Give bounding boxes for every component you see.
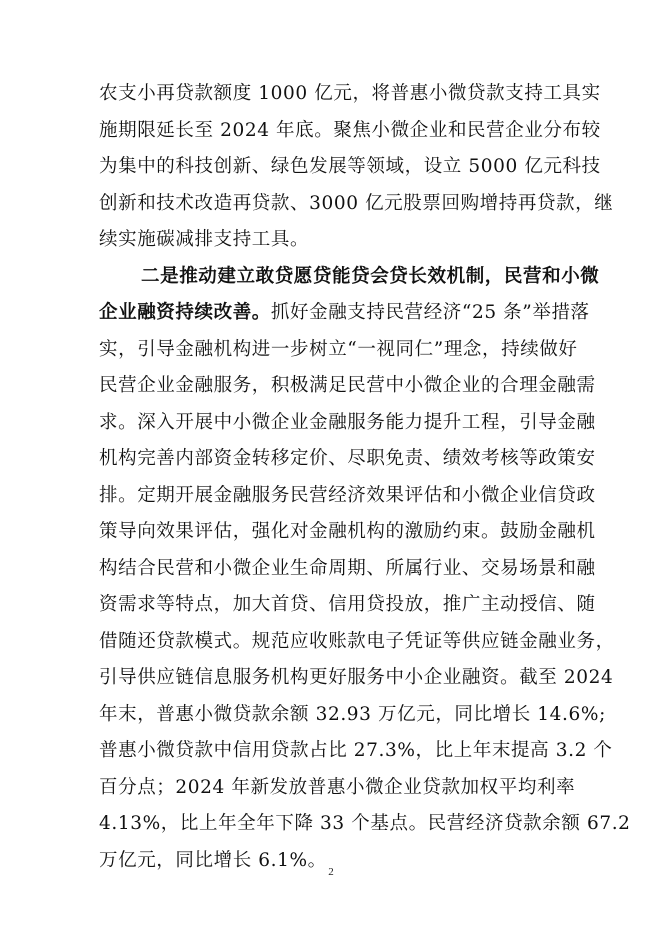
body-text-line: 年末，普惠小微贷款余额 32.93 万亿元，同比增长 14.6%;: [99, 704, 606, 725]
body-text-line: 普惠小微贷款中信用贷款占比 27.3%，比上年末提高 3.2 个: [99, 740, 613, 761]
body-text-line: 农支小再贷款额度 1000 亿元，将普惠小微贷款支持工具实: [99, 83, 601, 104]
body-text-line: 施期限延长至 2024 年底。聚焦小微企业和民营企业分布较: [99, 120, 601, 141]
body-text-line: 万亿元，同比增长 6.1%。: [99, 850, 327, 871]
body-text-line: 排。定期开展金融服务民营经济效果评估和小微企业信贷政: [99, 485, 596, 506]
body-text-line: 策导向效果评估，强化对金融机构的激励约束。鼓励金融机: [99, 521, 596, 542]
body-text-line: 实，引导金融机构进一步树立“一视同仁”理念，持续做好: [99, 339, 578, 360]
body-text-line: 机构完善内部资金转移定价、尽职免责、绩效考核等政策安: [99, 448, 596, 469]
section-heading: 二是推动建立敢贷愿贷能贷会贷长效机制，民营和小微: [141, 266, 600, 287]
body-text-line: 百分点；2024 年新发放普惠小微企业贷款加权平均利率: [99, 777, 576, 798]
body-text-line: 创新和技术改造再贷款、3000 亿元股票回购增持再贷款，继: [99, 193, 614, 214]
body-text-line: 借随还贷款模式。规范应收账款电子凭证等供应链金融业务，: [99, 631, 615, 652]
body-text-line: 引导供应链信息服务机构更好服务中小企业融资。截至 2024: [99, 667, 614, 688]
body-text-line: 4.13%，比上年全年下降 33 个基点。民营经济贷款余额 67.2: [99, 813, 631, 834]
section-heading-end: 企业融资持续改善。: [99, 302, 271, 323]
body-text-line: 构结合民营和小微企业生命周期、所属行业、交易场景和融: [99, 558, 596, 579]
body-text-line: 为集中的科技创新、绿色发展等领域，设立 5000 亿元科技: [99, 156, 601, 177]
body-text-line: 民营企业金融服务，积极满足民营中小微企业的合理金融需: [99, 375, 596, 396]
body-text-line: 求。深入开展中小微企业金融服务能力提升工程，引导金融: [99, 412, 596, 433]
body-text-line: 续实施碳减排支持工具。: [99, 229, 310, 250]
page-number: 2: [328, 866, 334, 878]
section-heading-continuation: [99, 302, 590, 324]
body-text-fragment: 抓好金融支持民营经济“25 条”举措落: [270, 302, 590, 323]
body-text-line: 资需求等特点，加大首贷、信用贷投放，推广主动授信、随: [99, 594, 596, 615]
